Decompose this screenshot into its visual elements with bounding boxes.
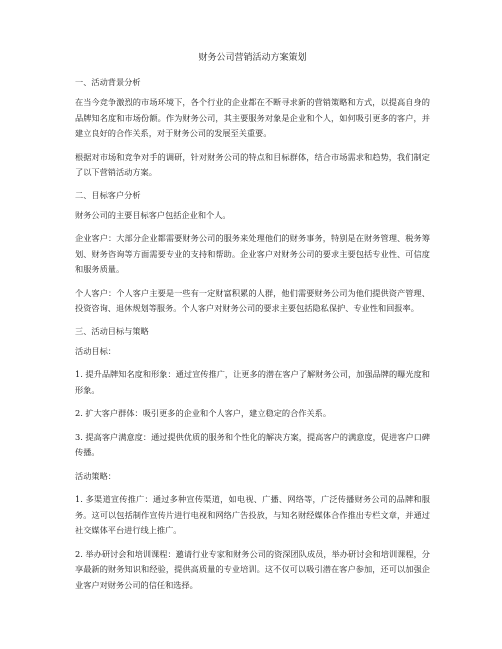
list-item: 1. 多渠道宣传推广：通过多种宣传渠道，如电视、广播、网络等，广泛传播财务公司的品牌和服务。这可以包括制作宣传片进行电视和网络广告投放，与知名财经媒体合作推出专栏文章，并通过社交媒体平台进行线上推广。 [75,494,430,535]
section-heading-goals-strategy: 三、活动目标与策略 [75,325,149,336]
section-heading-target-customers: 二、目标客户分析 [75,189,141,200]
paragraph: 财务公司的主要目标客户包括企业和个人。 [75,209,231,220]
paragraph: 活动目标： [75,345,116,356]
list-item: 1. 提升品牌知名度和形象：通过宣传推广，让更多的潜在客户了解财务公司，加强品牌的曝光度和形象。 [75,369,430,395]
list-item: 2. 扩大客户群体：吸引更多的企业和个人客户，建立稳定的合作关系。 [75,408,332,418]
paragraph: 在当今竞争激烈的市场环境下，各个行业的企业都在不断寻求新的营销策略和方式，以提高自身的品牌知名度和市场份额。作为财务公司，其主要服务对象是企业和个人，如何吸引更多的客户，并建立良好的合作关系，对于财务公司的发展至关重要。 [75,97,430,138]
paragraph: 个人客户：个人客户主要是一些有一定财富积累的人群，他们需要财务公司为他们提供资产管理、投资咨询、退休规划等服务。个人客户对财务公司的要求主要包括隐私保护、专业性和回报率。 [75,287,430,313]
list-item: 2. 举办研讨会和培训课程：邀请行业专家和财务公司的资深团队成员，举办研讨会和培训课程，分享最新的财务知识和经验，提供高质量的专业培训。这不仅可以吸引潜在客户参加，还可以加强企业客户对财务公司的信任和选择。 [75,548,430,590]
document-page [75,52,430,601]
paragraph: 企业客户：大部分企业都需要财务公司的服务来处理他们的财务事务，特别是在财务管理、税务筹划、财务咨询等方面需要专业的支持和帮助。企业客户对财务公司的要求主要包括专业性、可信度和服务质量。 [75,233,430,274]
document-title: 财务公司营销活动方案策划 [198,53,307,63]
paragraph: 活动策略： [75,470,116,481]
paragraph: 根据对市场和竞争对手的调研，针对财务公司的特点和目标群体，结合市场需求和趋势，我们制定了以下营销活动方案。 [75,151,430,177]
section-heading-background: 一、活动背景分析 [75,77,141,87]
list-item: 3. 提高客户满意度：通过提供优质的服务和个性化的解决方案，提高客户的满意度，促进客户口碑传播。 [75,431,430,457]
